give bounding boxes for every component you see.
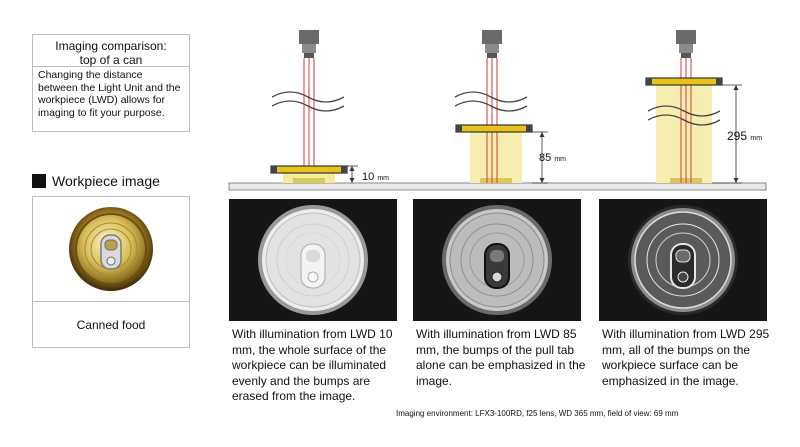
workpiece-photo: [33, 197, 189, 302]
distance-label-3: 295 mm: [727, 129, 763, 143]
camera-icon: [299, 30, 319, 44]
caption-85mm: With illumination from LWD 85 mm, the bumps of the pull tab alone can be emphasized in the image.: [416, 327, 586, 388]
info-title-line2: top of a can: [79, 53, 143, 67]
workpiece-caption: Canned food: [76, 318, 146, 332]
result-image-295mm: [599, 199, 767, 321]
distance-label-2: 85 mm: [539, 152, 566, 164]
setup-85mm: [455, 30, 566, 183]
camera-icon: [482, 30, 502, 44]
info-description: Changing the distance between the Light Unit and the workpiece (LWD) allows for imaging to fit your purpose.: [38, 69, 181, 119]
camera-icon: [676, 30, 696, 44]
can-lid-image: [229, 199, 397, 321]
caption-10mm: With illumination from LWD 10 mm, the whole surface of the workpiece can be illuminated evenly and the bumps are erased from the image.: [232, 327, 393, 403]
can-lid-image: [413, 199, 581, 321]
light-glow: [470, 132, 522, 183]
caption-295mm: With illumination from LWD 295 mm, all of the bumps on the workpiece surface can be emphasized in the image.: [602, 327, 770, 388]
light-unit: [271, 166, 347, 173]
result-image-85mm: [413, 199, 581, 321]
canned-food-image: [33, 197, 189, 301]
can-lid-image: [599, 199, 767, 321]
light-unit: [646, 78, 722, 85]
workpiece-heading-label: Workpiece image: [52, 173, 160, 189]
setup-10mm: [271, 30, 389, 183]
setup-diagram: [0, 0, 800, 200]
distance-label-1: 10 mm: [362, 171, 389, 183]
light-glow: [656, 85, 712, 183]
workpiece-card: [32, 196, 190, 348]
beam-lines: [304, 58, 314, 183]
info-title-line1: Imaging comparison:: [55, 39, 167, 53]
imaging-environment-note: Imaging environment: LFX3-100RD, f25 lens, WD 365 mm, field of view: 69 mm: [396, 409, 679, 418]
setup-295mm: [646, 30, 762, 183]
result-image-10mm: [229, 199, 397, 321]
light-unit: [456, 125, 532, 132]
base-plate: [229, 183, 766, 190]
